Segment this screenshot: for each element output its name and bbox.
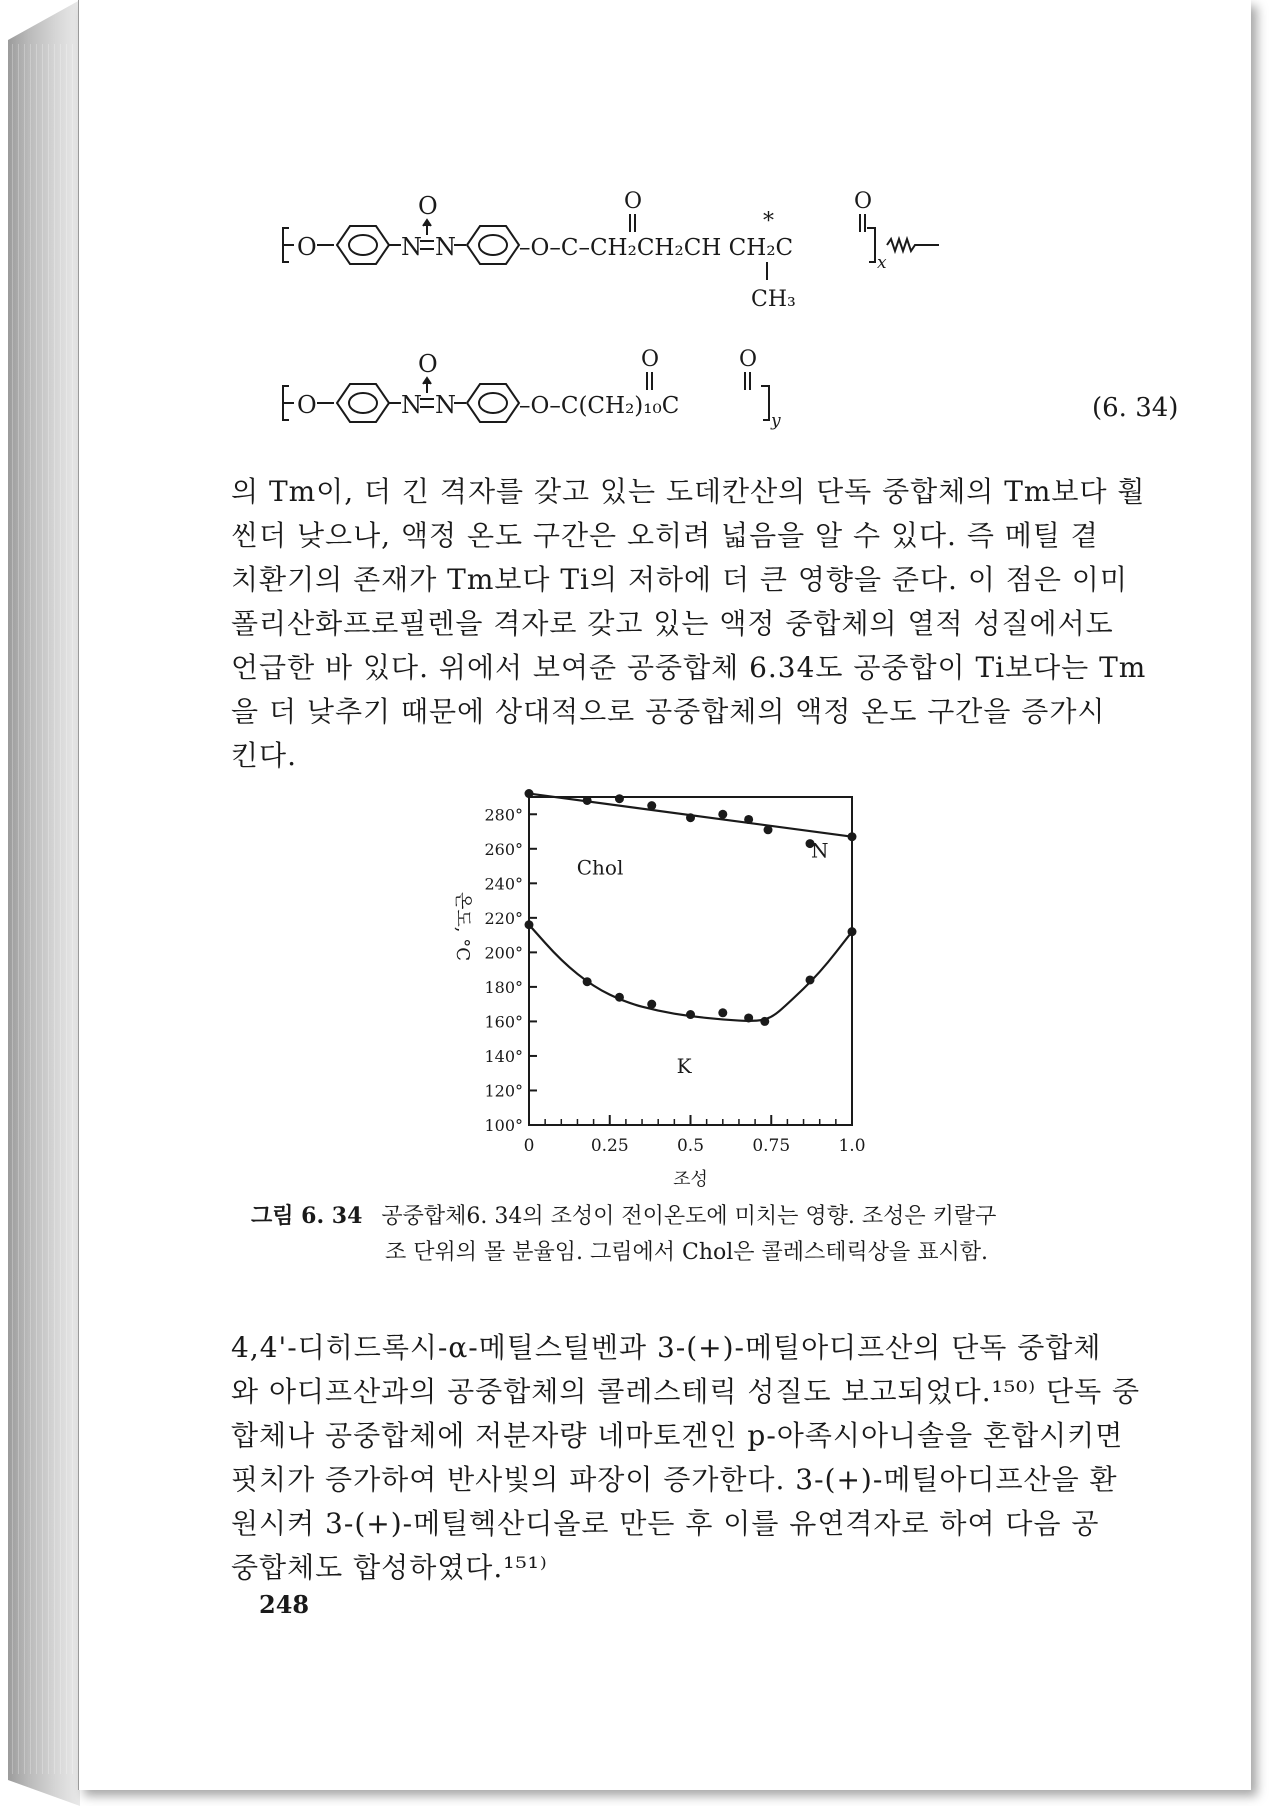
page-number: 248 [259,1590,310,1619]
series-fit-curve [529,925,852,1021]
data-point [615,794,624,803]
data-point [848,927,857,936]
caption-line-1: 공중합체6. 34의 조성이 전이온도에 미치는 영향. 조성은 키랄구 [381,1204,997,1229]
chain-1: –O–C–CH₂CH₂CH CH₂C [519,235,794,261]
data-point [686,1010,695,1019]
paragraph-1-line: 언급한 바 있다. 위에서 보여준 공중합체 6.34도 공중합이 Ti보다는 Tm [231,651,1147,684]
data-point [760,1017,769,1026]
data-point [647,801,656,810]
paragraph-2 [231,1326,1201,1590]
region-label: N [810,838,829,863]
x-tick-label: 0 [523,1136,535,1156]
y-tick-label: 100° [484,1116,523,1135]
y-tick-label: 160° [484,1012,523,1032]
data-point [718,1008,727,1017]
o-label-1: O [297,233,317,261]
paragraph-1-line: 씬더 낮으나, 액정 온도 구간은 오히려 넓음을 알 수 있다. 즉 메틸 곁 [231,519,1099,552]
caption-line-2: 조 단위의 몰 분율임. 그림에서 Chol은 콜레스테릭상을 표시함. [385,1240,989,1265]
x-tick-label: 0.5 [676,1136,705,1156]
paragraph-2-line: 4,4'-디히드록시-α-메틸스틸벤과 3-(+)-메틸아디프산의 단독 중합체 [231,1331,1102,1364]
y-tick-label: 140° [484,1046,523,1066]
o-label-4: O [418,350,438,378]
carbonyl-o-3: O [641,347,660,372]
subscript-x: x [877,253,887,273]
book-page-stack [12,44,78,1774]
equation-number: (6. 34) [1092,393,1179,423]
carbonyl-o-2: O [854,189,873,214]
o-label-2: O [418,192,438,220]
figure-caption [251,1198,1201,1271]
y-tick-label: 220° [484,908,523,928]
y-tick-label: 280° [484,805,523,825]
page-content [79,0,1251,1790]
paragraph-1-line: 치환기의 존재가 Tm보다 Ti의 저하에 더 큰 영향을 준다. 이 점은 이미 [231,563,1128,596]
y-tick-label: 180° [484,977,523,997]
ch3-label: CH₃ [751,287,796,312]
paragraph-2-line: 핏치가 증가하여 반사빛의 파장이 증가한다. 3-(+)-메틸아디프산을 환 [231,1463,1118,1496]
y-tick-label: 200° [484,943,523,963]
data-point [647,1000,656,1009]
data-point [686,813,695,822]
data-point [764,825,773,834]
paragraph-2-line: 중합체도 합성하였다.¹⁵¹⁾ [231,1551,548,1584]
y-tick-label: 120° [484,1081,523,1101]
x-tick-label: 0.25 [590,1136,629,1156]
x-axis-label: 조성 [673,1169,708,1190]
book-page [78,0,1251,1790]
svg-text:*: * [763,209,774,234]
data-point [806,975,815,984]
y-axis-label: 온도, °C [452,891,473,961]
x-tick-label: 0.75 [752,1136,791,1156]
chain-2: –O–C(CH₂)₁₀C [519,393,680,419]
data-point [848,832,857,841]
data-point [744,815,753,824]
paragraph-2-line: 원시켜 3-(+)-메틸헥산디올로 만든 후 이를 유연격자로 하여 다음 공 [231,1507,1100,1540]
data-point [583,977,592,986]
x-tick-label: 1.0 [838,1136,866,1156]
paragraph-2-line: 와 아디프산과의 공중합체의 콜레스테릭 성질도 보고되었다.¹⁵⁰⁾ 단독 중 [231,1375,1141,1408]
data-point [718,810,727,819]
region-label: Chol [576,855,624,880]
region-label: K [676,1054,692,1079]
y-tick-label: 240° [484,874,523,894]
paragraph-1-line: 을 더 낮추기 때문에 상대적으로 공중합체의 액정 온도 구간을 증가시 [231,695,1106,728]
phase-diagram-chart [79,0,1251,1200]
n-label-1: N [401,233,422,261]
carbonyl-o-4: O [739,347,758,372]
n-label-3: N [401,391,422,419]
subscript-y: y [771,411,781,431]
caption-label: 그림 6. 34 [251,1203,363,1229]
n-label-2: N [435,233,456,261]
paragraph-2-line: 합체나 공중합체에 저분자량 네마토겐인 p-아족시아니솔을 혼합시키면 [231,1419,1124,1452]
data-point [744,1013,753,1022]
n-label-4: N [435,391,456,419]
paragraph-1-line: 폴리산화프로필렌을 격자로 갖고 있는 액정 중합체의 열적 성질에서도 [231,607,1114,640]
y-tick-label: 260° [484,839,523,859]
data-point [615,993,624,1002]
data-point [583,796,592,805]
o-label-3: O [297,391,317,419]
carbonyl-o-1: O [624,189,643,214]
paragraph-1-line: 의 Tm이, 더 긴 격자를 갖고 있는 도데칸산의 단독 중합체의 Tm보다 훨 [231,475,1146,508]
paragraph-1-line: 킨다. [231,739,297,772]
data-point [525,789,534,798]
data-point [525,920,534,929]
